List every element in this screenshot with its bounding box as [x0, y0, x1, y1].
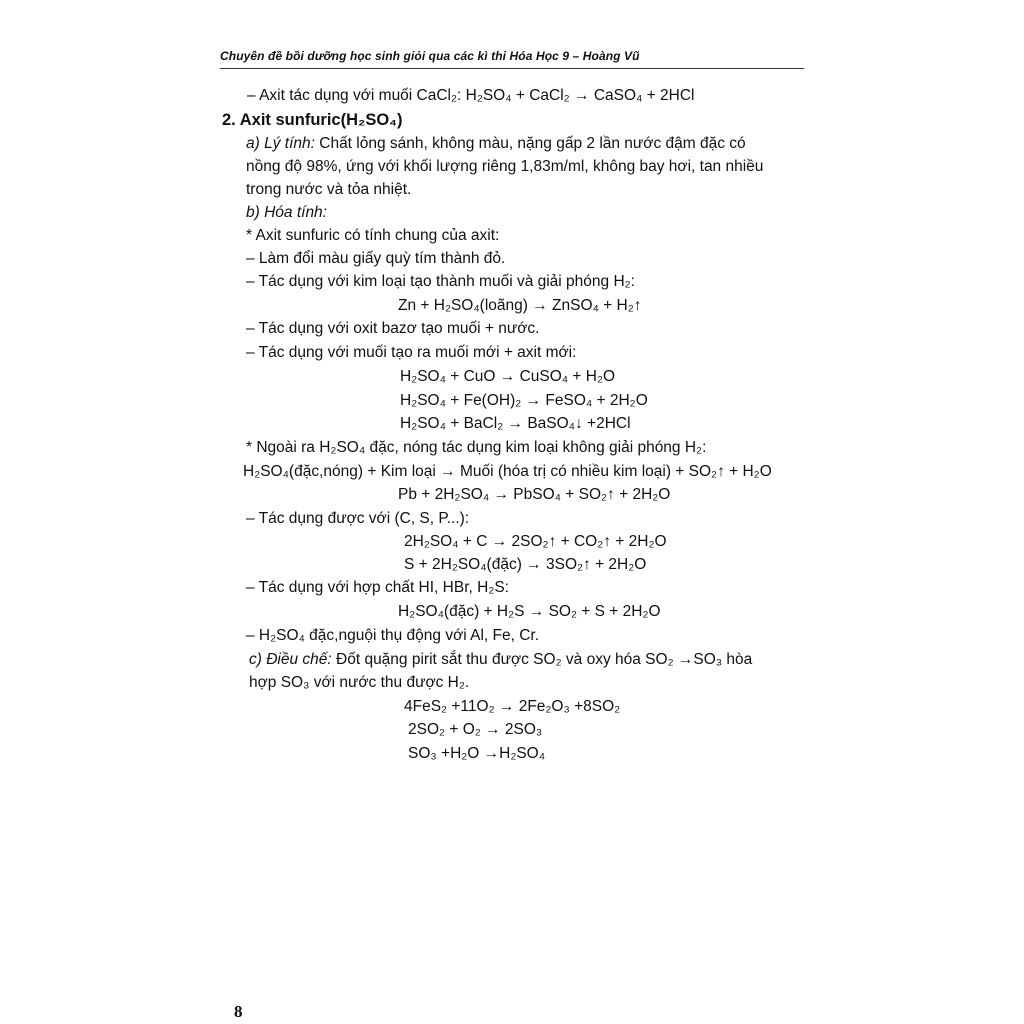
- text-line: [246, 134, 746, 154]
- equation: Pb + 2H₂SO₄ → PbSO₄ + SO₂↑ + 2H₂O: [398, 486, 671, 503]
- text-line: * Axit sunfuric có tính chung của axit:: [246, 227, 500, 244]
- text-line: – H₂SO₄ đặc,nguội thụ động với Al, Fe, Cr.: [246, 627, 540, 644]
- subsection-label: a) Lý tính:: [246, 135, 315, 152]
- running-header: Chuyên đề bồi dưỡng học sinh giỏi qua các kì thi Hóa Học 9 – Hoàng Vũ: [220, 49, 640, 63]
- equation: H₂SO₄ + Fe(OH)₂ → FeSO₄ + 2H₂O: [400, 392, 648, 409]
- section-title: 2. Axit sunfuric(H₂SO₄): [222, 111, 403, 129]
- text-line: nồng độ 98%, ứng với khối lượng riêng 1,83m/ml, không bay hơi, tan nhiều: [246, 158, 764, 175]
- subsection-label: c) Điều chế:: [249, 651, 332, 668]
- equation: 2H₂SO₄ + C → 2SO₂↑ + CO₂↑ + 2H₂O: [404, 533, 667, 550]
- text-line: [249, 650, 752, 670]
- page-number: 8: [234, 1002, 243, 1021]
- text-line: – Tác dụng với kim loại tạo thành muối và giải phóng H₂:: [246, 273, 635, 290]
- text-line: – Tác dụng được với (C, S, P...):: [246, 510, 470, 527]
- equation: 2SO₂ + O₂ → 2SO₃: [408, 721, 543, 738]
- text-line: – Tác dụng với muối tạo ra muối mới + axit mới:: [246, 344, 577, 361]
- text-line: * Ngoài ra H₂SO₄ đặc, nóng tác dụng kim loại không giải phóng H₂:: [246, 439, 707, 456]
- text-line: H₂SO₄(đặc,nóng) + Kim loại → Muối (hóa trị có nhiều kim loại) + SO₂↑ + H₂O: [243, 463, 772, 480]
- text-fragment: Đốt quặng pirit sắt thu được SO₂ và oxy hóa SO₂ →SO₃ hòa: [336, 651, 753, 668]
- text-fragment: Chất lỏng sánh, không màu, nặng gấp 2 lần nước đậm đặc có: [319, 135, 746, 152]
- equation: SO₃ +H₂O →H₂SO₄: [408, 745, 546, 762]
- text-line: hợp SO₃ với nước thu được H₂.: [249, 674, 470, 691]
- equation: H₂SO₄ + CuO → CuSO₄ + H₂O: [400, 368, 616, 385]
- equation: 4FeS₂ +11O₂ → 2Fe₂O₃ +8SO₂: [404, 698, 621, 715]
- text-line: – Tác dụng với hợp chất HI, HBr, H₂S:: [246, 579, 509, 596]
- text-line: – Làm đổi màu giấy quỳ tím thành đỏ.: [246, 250, 506, 267]
- subsection-label: b) Hóa tính:: [246, 204, 327, 221]
- text-line: – Axit tác dụng với muối CaCl₂: H₂SO₄ + CaCl₂ → CaSO₄ + 2HCl: [247, 87, 695, 104]
- text-line: – Tác dụng với oxit bazơ tạo muối + nước.: [246, 320, 540, 337]
- equation: S + 2H₂SO₄(đặc) → 3SO₂↑ + 2H₂O: [404, 556, 647, 573]
- equation: Zn + H₂SO₄(loãng) → ZnSO₄ + H₂↑: [398, 297, 642, 314]
- equation: H₂SO₄ + BaCl₂ → BaSO₄↓ +2HCl: [400, 415, 631, 432]
- header-rule: [220, 68, 804, 69]
- text-line: trong nước và tỏa nhiệt.: [246, 181, 412, 198]
- equation: H₂SO₄(đặc) + H₂S → SO₂ + S + 2H₂O: [398, 603, 661, 620]
